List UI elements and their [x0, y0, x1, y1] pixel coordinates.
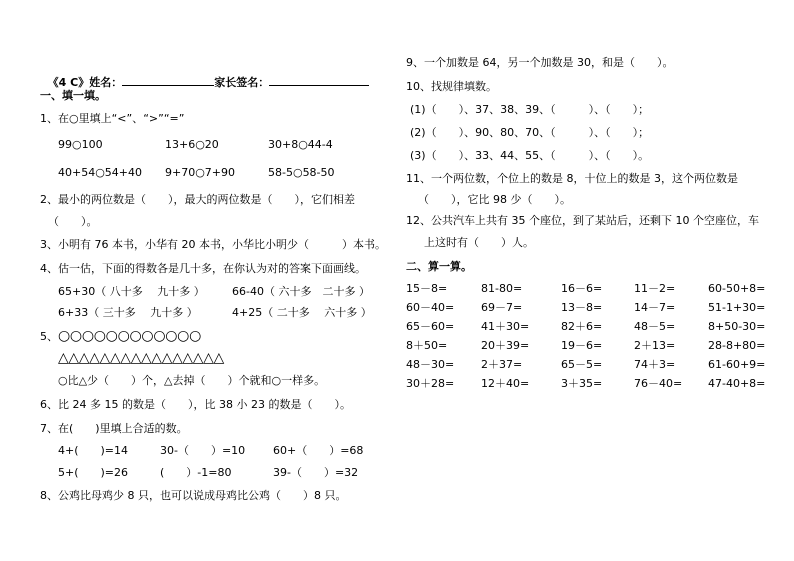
- q1-item: 40+54○54+40: [58, 166, 143, 179]
- calc-item: 19－6=: [561, 339, 603, 352]
- class-name-label: 《4 C》姓名：: [47, 76, 123, 89]
- question-9: 9、一个加数是 64，另一个加数是 30，和是（ ）。: [406, 56, 674, 69]
- q10-row: (3)（ ）、33、44、55、（ ）、（ ）。: [410, 149, 650, 162]
- question-8: 8、公鸡比母鸡少 8 只，也可以说成母鸡比公鸡（ ）8 只。: [40, 489, 347, 502]
- section-calc-title: 二、算一算。: [406, 260, 472, 273]
- question-5-circles-row: [40, 328, 201, 345]
- q7-item: 30-（ ）=10: [160, 444, 246, 457]
- q1-item: 99○100: [58, 138, 103, 151]
- calc-item: 60-50+8=: [708, 282, 766, 295]
- q7-item: 5+( )=26: [58, 466, 129, 479]
- question-6: 6、比 24 多 15 的数是（ ），比 38 小 23 的数是（ ）。: [40, 398, 351, 411]
- q4-item: 4+25（ 二十多 六十多 ）: [232, 306, 372, 319]
- q7-item: ( ）-1=80: [160, 466, 232, 479]
- calc-item: 82＋6=: [561, 320, 603, 333]
- question-7: 7、在( )里填上合适的数。: [40, 422, 188, 435]
- calc-item: 60－40=: [406, 301, 455, 314]
- question-10: 10、找规律填数。: [406, 80, 497, 93]
- calc-item: 76－40=: [634, 377, 683, 390]
- q10-row: (1)（ ）、37、38、39、（ ）、（ ）；: [410, 103, 650, 116]
- q1-item: 9+70○7+90: [165, 166, 236, 179]
- calc-item: 2＋37=: [481, 358, 523, 371]
- calc-item: 13－8=: [561, 301, 603, 314]
- calc-item: 48－30=: [406, 358, 455, 371]
- parent-signature-label: 家长签名：: [214, 76, 270, 89]
- calc-item: 3＋35=: [561, 377, 603, 390]
- question-5-number: 5、: [40, 330, 58, 343]
- circles-row: ○○○○○○○○○○○○: [58, 328, 201, 344]
- calc-item: 11－2=: [634, 282, 676, 295]
- calc-item: 51-1+30=: [708, 301, 766, 314]
- calc-item: 41＋30=: [481, 320, 530, 333]
- calc-item: 2＋13=: [634, 339, 676, 352]
- triangles-row: △△△△△△△△△△△△△△△△: [58, 350, 224, 366]
- q4-item: 65+30（ 八十多 九十多 ）: [58, 285, 205, 298]
- question-2-cont: （ ）。: [48, 215, 98, 228]
- calc-item: 12＋40=: [481, 377, 530, 390]
- calc-item: 47-40+8=: [708, 377, 766, 390]
- question-5-text: ○比△少（ ）个，△去掉（ ）个就和○一样多。: [58, 374, 326, 387]
- name-blank[interactable]: [122, 75, 214, 86]
- q7-item: 39-（ ）=32: [273, 466, 359, 479]
- calc-item: 65－5=: [561, 358, 603, 371]
- question-12-cont: 上这时有（ ）人。: [424, 236, 534, 249]
- question-2: 2、最小的两位数是（ ），最大的两位数是（ ），它们相差: [40, 193, 355, 206]
- calc-item: 28-8+80=: [708, 339, 766, 352]
- header-row: [40, 62, 369, 89]
- calc-item: 65－60=: [406, 320, 455, 333]
- calc-item: 16－6=: [561, 282, 603, 295]
- q4-item: 66-40（ 六十多 二十多 ）: [232, 285, 370, 298]
- question-11-cont: （ ），它比 98 少（ ）。: [418, 193, 571, 206]
- calc-item: 14－7=: [634, 301, 676, 314]
- question-1: 1、在○里填上“<”、“>”“=”: [40, 112, 185, 125]
- calc-item: 30＋28=: [406, 377, 455, 390]
- q7-item: 4+( )=14: [58, 444, 129, 457]
- calc-item: 48－5=: [634, 320, 676, 333]
- calc-item: 81-80=: [481, 282, 523, 295]
- question-4: 4、估一估，下面的得数各是几十多，在你认为对的答案下面画线。: [40, 262, 366, 275]
- calc-item: 8+50-30=: [708, 320, 766, 333]
- calc-item: 74＋3=: [634, 358, 676, 371]
- q1-item: 30+8○44-4: [268, 138, 333, 151]
- section-fill-title: 一、填一填。: [40, 89, 106, 102]
- question-11: 11、一个两位数，个位上的数是 8，十位上的数是 3，这个两位数是: [406, 172, 738, 185]
- q1-item: 13+6○20: [165, 138, 219, 151]
- calc-item: 69－7=: [481, 301, 523, 314]
- q1-item: 58-5○58-50: [268, 166, 335, 179]
- calc-item: 61-60+9=: [708, 358, 766, 371]
- q10-row: (2)（ ）、90、80、70、（ ）、（ ）；: [410, 126, 650, 139]
- q4-item: 6+33（ 三十多 九十多 ）: [58, 306, 198, 319]
- calc-item: 15－8=: [406, 282, 448, 295]
- parent-signature-blank[interactable]: [269, 75, 369, 86]
- question-3: 3、小明有 76 本书，小华有 20 本书，小华比小明少（ ）本书。: [40, 238, 386, 251]
- calc-item: 8＋50=: [406, 339, 448, 352]
- calc-item: 20＋39=: [481, 339, 530, 352]
- q7-item: 60+（ ）=68: [273, 444, 364, 457]
- question-12: 12、公共汽车上共有 35 个座位，到了某站后，还剩下 10 个空座位，车: [406, 214, 759, 227]
